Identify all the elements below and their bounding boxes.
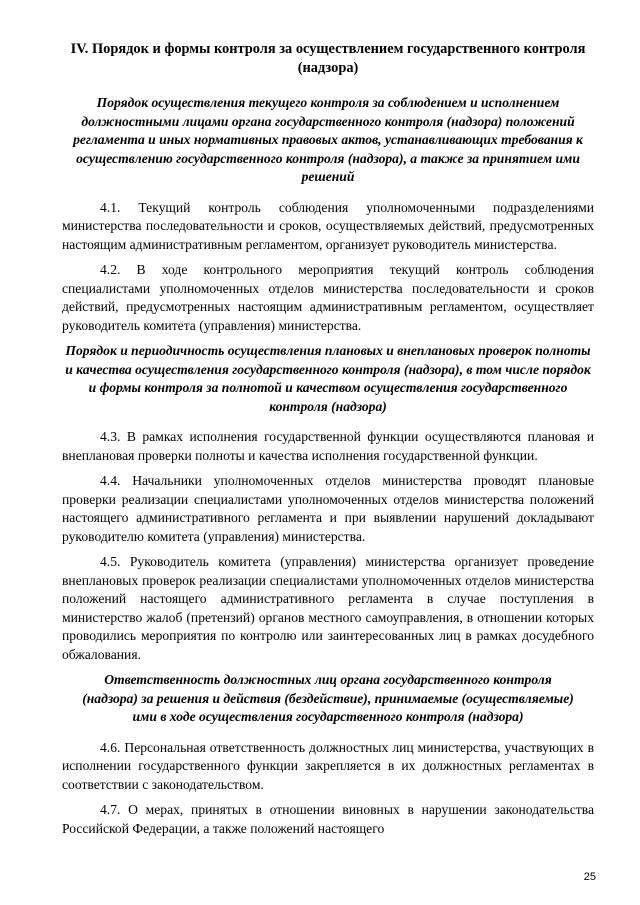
- section-current-control: [62, 94, 594, 335]
- document-page: [62, 40, 594, 845]
- section-heading: Ответственность должностных лиц органа государственного контроля (надзора) за решения и действия (бездействие), принимаемые (осуществляемые) ими в ходе осуществления государственного контроля (надзора): [82, 672, 574, 724]
- section-inspections: [62, 342, 594, 664]
- paragraph-4-6: 4.6. Персональная ответственность должностных лиц министерства, участвующих в исполнении государственного функции закрепляется в их должностных регламентах в соответствии с законодательством.: [62, 739, 594, 792]
- page-number: 25: [583, 871, 596, 883]
- section-heading: Порядок осуществления текущего контроля за соблюдением и исполнением должностными лицами органа государственного контроля (надзора) положений регламента и иных нормативных правовых актов, устанавливающих требования к осуществлению государственного контроля (надзора), а также за принятием ими решений: [73, 95, 583, 184]
- chapter-title: IV. Порядок и формы контроля за осуществлением государственного контроля (надзора): [70, 41, 586, 76]
- section-heading: Порядок и периодичность осуществления плановых и внеплановых проверок полноты и качества осуществления государственного контроля (надзора), в том числе порядок и формы контроля за полнотой и качеством осуществления государственного контроля (надзора): [65, 343, 591, 414]
- paragraph-4-3: 4.3. В рамках исполнения государственной функции осуществляются плановая и внеплановая проверки полноты и качества исполнения государственной функции.: [62, 429, 594, 463]
- paragraph-4-1: 4.1. Текущий контроль соблюдения уполномоченными подразделениями министерства последовательности и сроков, осуществляемых действий, предусмотренных настоящим административным регламентом, организует руководитель министерства.: [62, 199, 594, 252]
- section-responsibility: [62, 671, 594, 838]
- paragraph-4-2: 4.2. В ходе контрольного мероприятия текущий контроль соблюдения специалистами уполномоченных отделов министерства последовательности и сроков действий, предусмотренных настоящим административным регламентом, осуществляет руководитель комитета (управления) министерства.: [62, 262, 594, 333]
- paragraph-4-7: 4.7. О мерах, принятых в отношении виновных в нарушении законодательства Российской Федерации, а также положений настоящего: [62, 802, 594, 836]
- paragraph-4-4: 4.4. Начальники уполномоченных отделов министерства проводят плановые проверки реализации специалистами уполномоченных отделов министерства положений настоящего административного регламента и при выявлении нарушений докладывают руководителю комитета (управления) министерства.: [62, 473, 594, 544]
- paragraph-4-5: 4.5. Руководитель комитета (управления) министерства организует проведение внеплановых проверок реализации специалистами уполномоченных отделов министерства положений настоящего административного регламента в случае поступления в министерство жалоб (претензий) органов местного самоуправления, в отношении которых проводились мероприятия по контролю или заинтересованных лиц в рамках досудебного обжалования.: [62, 554, 594, 662]
